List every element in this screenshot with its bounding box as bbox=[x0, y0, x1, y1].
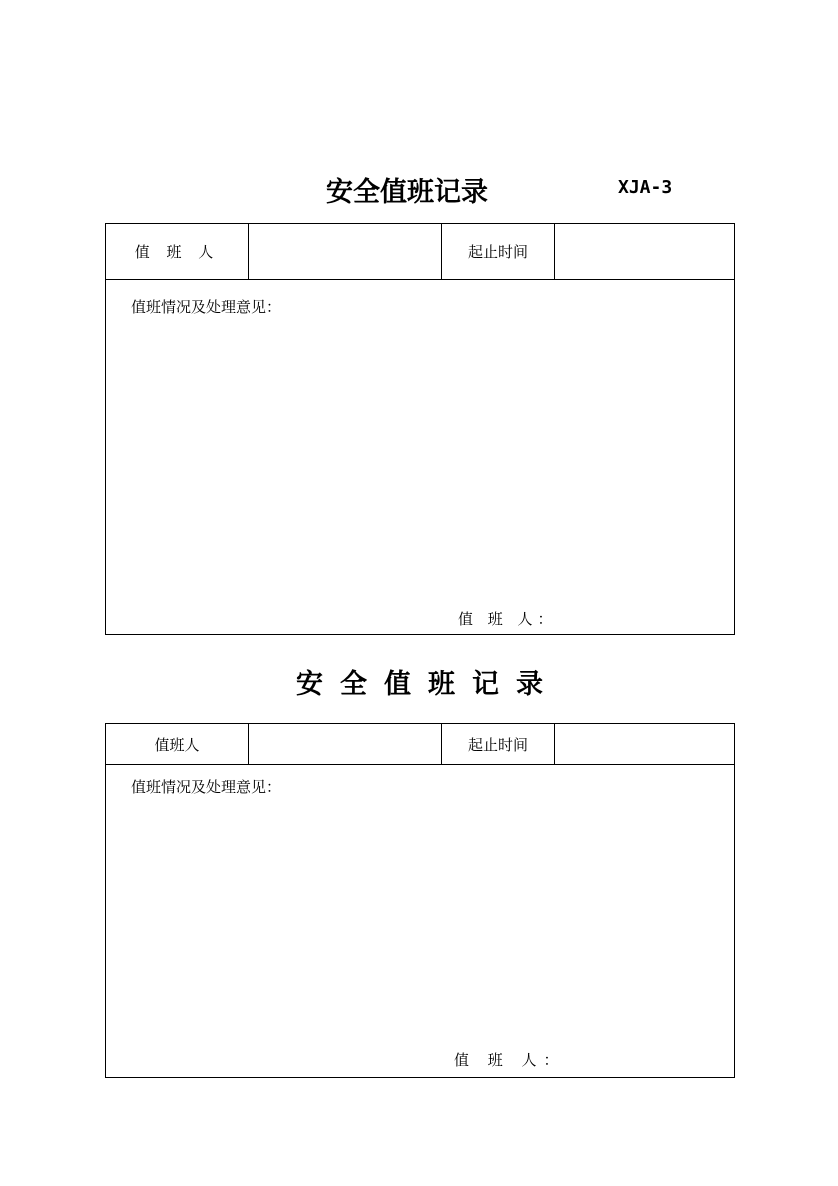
form-code: XJA-3 bbox=[618, 177, 673, 198]
duty-record-form-2 bbox=[105, 723, 735, 1078]
time-range-field[interactable] bbox=[555, 724, 734, 764]
duty-notes-label: 值班情况及处理意见： bbox=[131, 778, 282, 796]
duty-person-field[interactable] bbox=[249, 224, 442, 279]
signature-label: 值 班 人： bbox=[454, 1051, 566, 1069]
time-range-label: 起止时间 bbox=[442, 724, 555, 764]
duty-notes-label: 值班情况及处理意见： bbox=[131, 298, 282, 316]
form2-header-row bbox=[106, 724, 734, 765]
time-range-label: 起止时间 bbox=[442, 224, 555, 279]
record2-title: 安全值班记录 bbox=[296, 669, 560, 700]
form1-header-row bbox=[106, 224, 734, 280]
duty-person-field[interactable] bbox=[249, 724, 442, 764]
signature-label: 值 班 人： bbox=[458, 610, 558, 628]
duty-person-label: 值 班 人 bbox=[106, 224, 249, 279]
record1-title: 安全值班记录 bbox=[326, 177, 488, 208]
time-range-field[interactable] bbox=[555, 224, 734, 279]
duty-person-label: 值班人 bbox=[106, 724, 249, 764]
duty-record-form-1 bbox=[105, 223, 735, 635]
